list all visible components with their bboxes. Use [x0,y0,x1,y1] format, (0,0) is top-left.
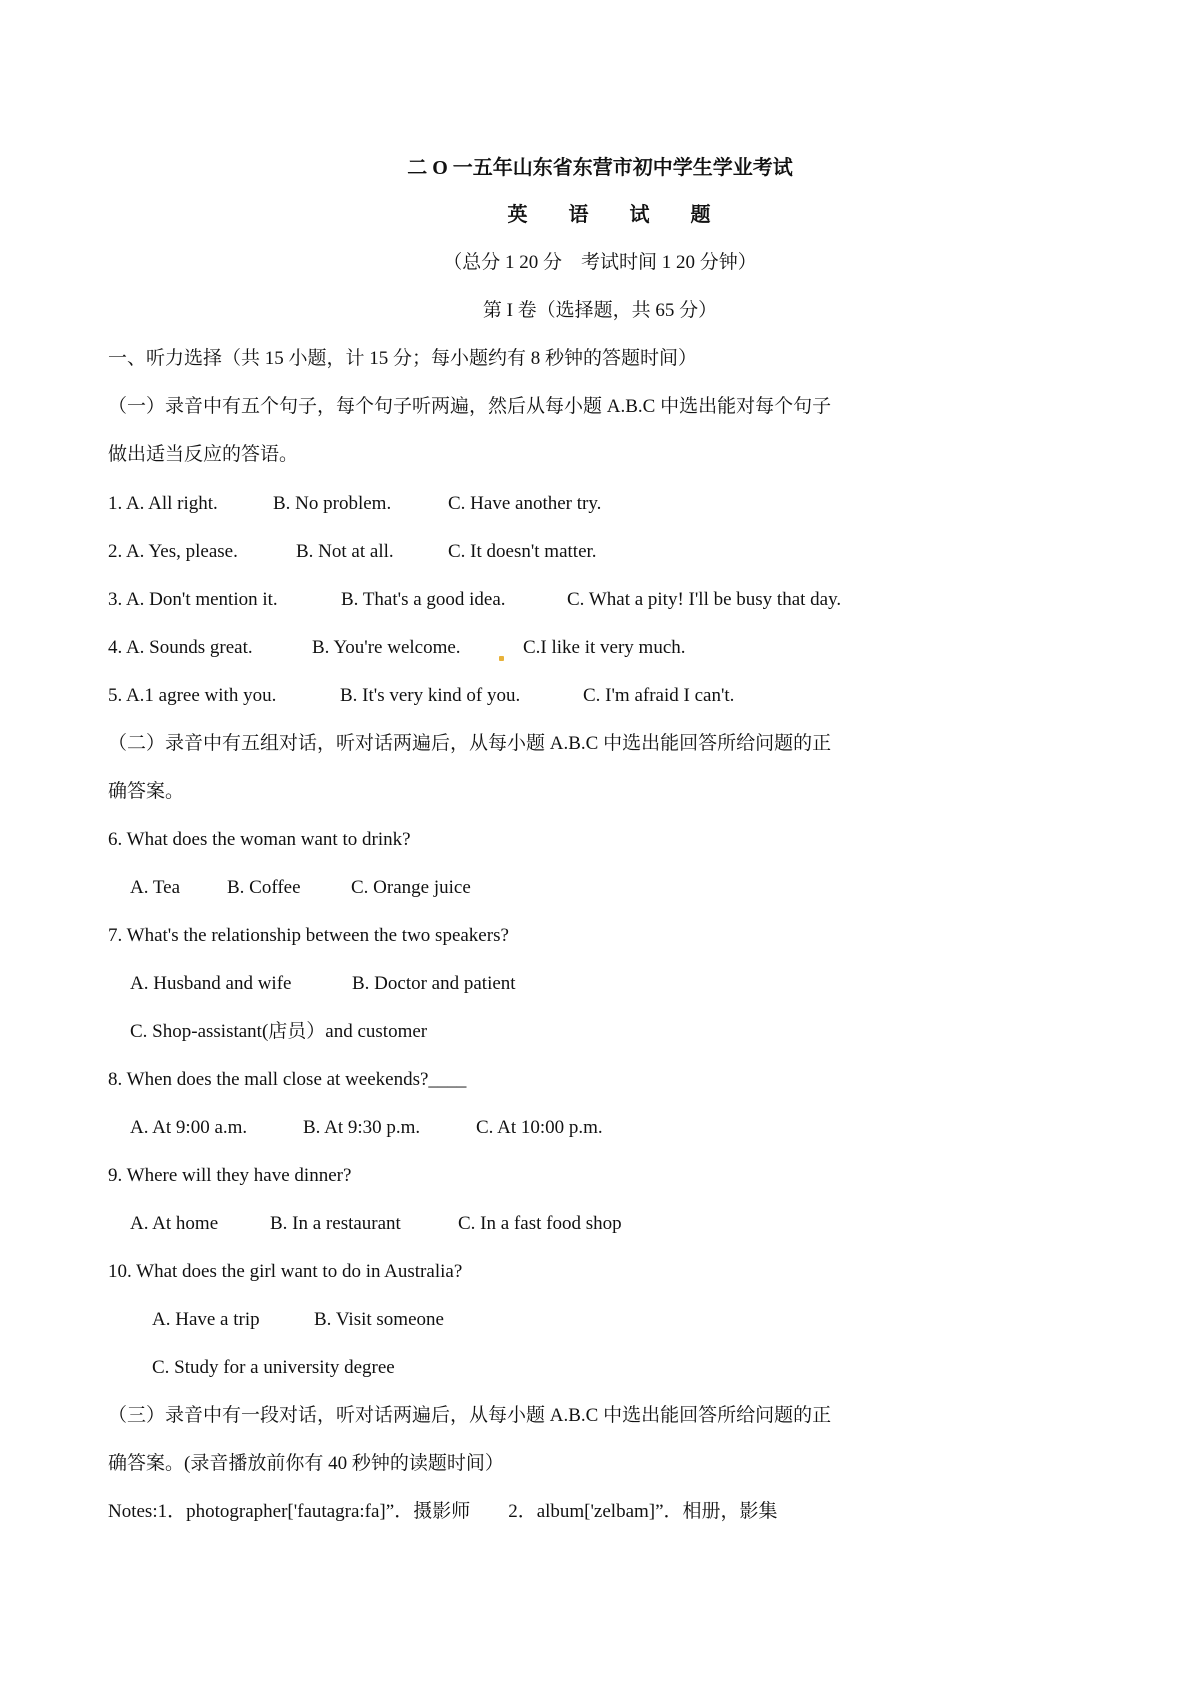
option-b: B. You're welcome. [312,637,461,658]
part1-intro-line2: 做出适当反应的答语。 [108,444,299,465]
question-3 [108,588,842,612]
option-a: A. At home [130,1213,219,1234]
option-c: C.I like it very much. [523,637,686,658]
option-b: B. Visit someone [314,1309,444,1330]
question-7-stem: 7. What's the relationship between the two speakers? [108,925,509,946]
option-a: 2. A. Yes, please. [108,541,238,562]
score-time-info: （总分 1 20 分 考试时间 1 20 分钟） [443,252,757,273]
option-b: B. No problem. [273,493,392,514]
option-a: A. At 9:00 a.m. [130,1117,248,1138]
option-c: C. In a fast food shop [458,1213,622,1234]
exam-subject: 英 语 试 题 [507,204,729,226]
option-a: 3. A. Don't mention it. [108,589,278,610]
option-b: B. It's very kind of you. [340,685,521,706]
question-10-options [152,1308,444,1332]
question-10-stem: 10. What does the girl want to do in Australia? [108,1261,463,1282]
option-a: 1. A. All right. [108,493,218,514]
option-a: 5. A.1 agree with you. [108,685,277,706]
option-b: B. At 9:30 p.m. [303,1117,421,1138]
part3-intro-line1: （三）录音中有一段对话，听对话两遍后，从每小题 A.B.C 中选出能回答所给问题的正 [108,1405,832,1426]
exam-title: 二 O 一五年山东省东营市初中学生学业考试 [407,157,793,179]
option-c: C. Have another try. [448,493,602,514]
option-b: B. Not at all. [296,541,394,562]
question-7-options [130,972,516,996]
question-10-option-c: C. Study for a university degree [152,1357,395,1378]
option-c: C. What a pity! I'll be busy that day. [567,589,842,610]
option-b: B. Doctor and patient [352,973,516,994]
highlight-mark [499,656,504,661]
question-6-stem: 6. What does the woman want to drink? [108,829,411,850]
option-b: B. In a restaurant [270,1213,401,1234]
question-1 [108,492,602,516]
question-7-option-c: C. Shop-assistant(店员）and customer [130,1021,428,1042]
part2-intro-line2: 确答案。 [108,781,185,802]
option-c: C. It doesn't matter. [448,541,597,562]
option-a: 4. A. Sounds great. [108,637,253,658]
option-a: A. Tea [130,877,181,898]
option-c: C. At 10:00 p.m. [476,1117,603,1138]
option-c: C. I'm afraid I can't. [583,685,735,706]
option-a: A. Husband and wife [130,973,292,994]
question-9-options [130,1212,622,1236]
part2-intro-line1: （二）录音中有五组对话，听对话两遍后，从每小题 A.B.C 中选出能回答所给问题的正 [108,733,832,754]
question-4 [108,636,686,660]
question-8-stem: 8. When does the mall close at weekends?____ [108,1069,467,1090]
option-a: A. Have a trip [152,1309,260,1330]
question-5 [108,684,735,708]
question-8-options [130,1116,603,1140]
vocabulary-notes: Notes:1．photographer['fautagra:fa]”．摄影师 2．album['zelbam]”．相册，影集 [108,1501,778,1522]
option-c: C. Orange juice [351,877,471,898]
part1-intro-line1: （一）录音中有五个句子，每个句子听两遍，然后从每小题 A.B.C 中选出能对每个句子 [108,396,832,417]
part3-intro-line2: 确答案。(录音播放前你有 40 秒钟的读题时间） [108,1453,504,1474]
question-6-options [130,876,471,900]
section1-heading: 一、听力选择（共 15 小题，计 15 分；每小题约有 8 秒钟的答题时间） [108,348,698,369]
volume-heading: 第 I 卷（选择题，共 65 分） [482,300,718,321]
question-2 [108,540,597,564]
option-b: B. Coffee [227,877,301,898]
option-b: B. That's a good idea. [341,589,506,610]
question-9-stem: 9. Where will they have dinner? [108,1165,352,1186]
